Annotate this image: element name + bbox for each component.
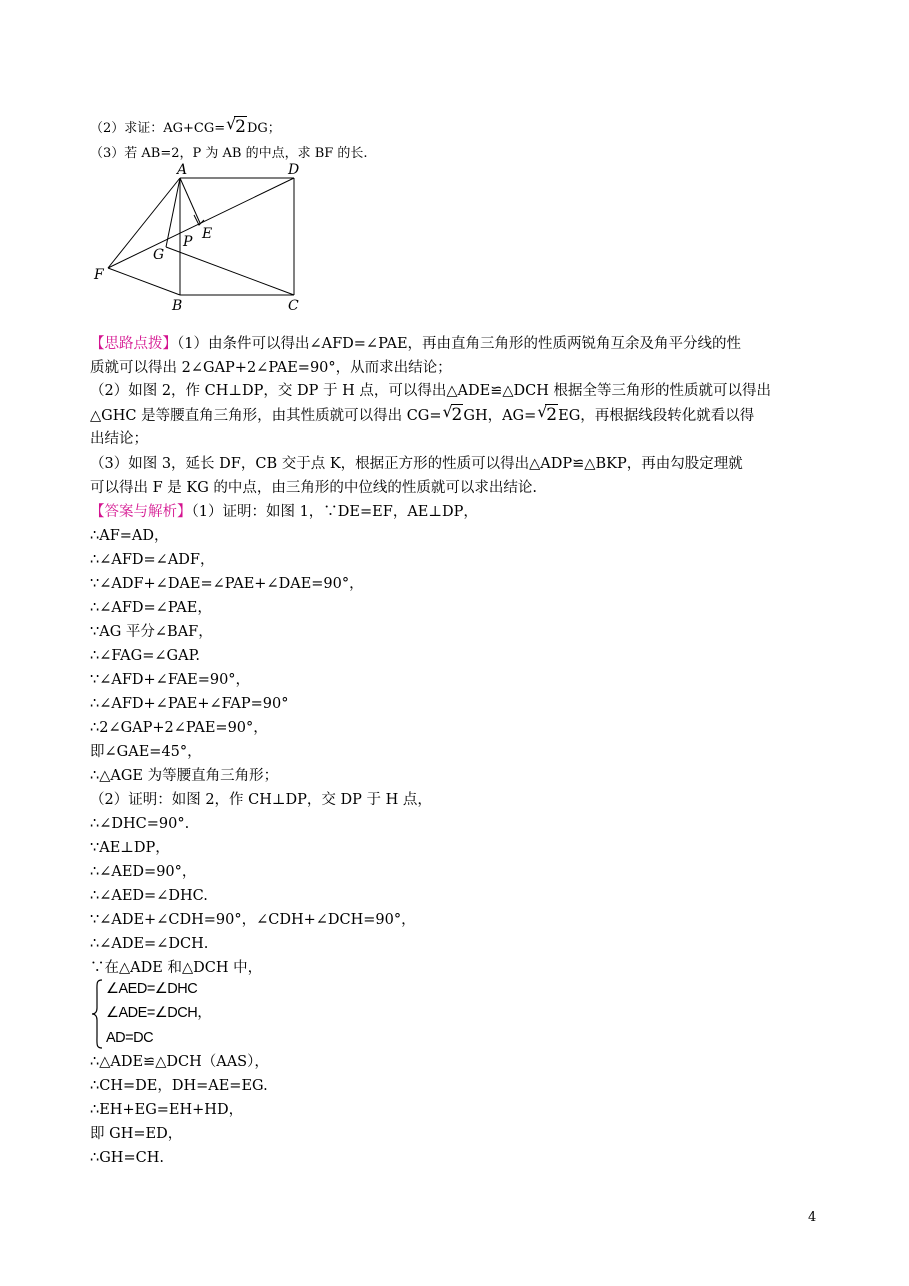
sqrt-symbol: √ 2: [537, 402, 558, 425]
hint-line-6: （3）如图 3，延长 DF，CB 交于点 K，根据正方形的性质可以得出△ADP≌△BKP，再由勾股定理就: [90, 456, 743, 472]
question-3: （3）若 AB=2，P 为 AB 的中点，求 BF 的长.: [90, 146, 368, 161]
hint-line-5: 出结论；: [90, 431, 148, 447]
hint-line-2: 质就可以得出 2∠GAP+2∠PAE=90°，从而求出结论；: [90, 360, 452, 376]
question-2: [90, 116, 281, 140]
label-D: D: [288, 162, 300, 178]
sqrt-value: 2: [451, 405, 463, 425]
hint-text-4b: GH，AG=: [463, 408, 537, 424]
proof-line: ∴∠AED=∠DHC.: [90, 888, 208, 904]
label-P: P: [183, 234, 193, 250]
label-A: A: [177, 162, 188, 178]
proof-line: ∴GH=CH.: [90, 1150, 164, 1166]
hint-text-4c: EG，再根据线段转化就看以得: [558, 408, 755, 424]
proof-line: 即∠GAE=45°，: [90, 744, 202, 760]
proof-line: ∵AE⊥DP，: [90, 840, 170, 856]
hint-line-7: 可以得出 F 是 KG 的中点，由三角形的中位线的性质就可以求出结论.: [90, 480, 538, 496]
answer-line-1: [90, 501, 478, 523]
system-brace: [90, 978, 104, 1050]
sqrt-symbol: √ 2: [442, 402, 463, 425]
proof-line: ∵AG 平分∠BAF，: [90, 624, 213, 640]
answer-title: 【答案与解析】: [90, 504, 192, 520]
proof-line: ∴EH+EG=EH+HD，: [90, 1102, 244, 1118]
proof-line: ∴∠AFD=∠PAE，: [90, 600, 212, 616]
label-C: C: [288, 298, 299, 314]
question-2-tail: DG；: [247, 121, 281, 136]
proof-line: ∴∠FAG=∠GAP.: [90, 648, 201, 664]
proof-line: ∵∠ADF+∠DAE=∠PAE+∠DAE=90°，: [90, 576, 364, 592]
label-F: F: [94, 267, 104, 283]
system-eq-1: ∠AED=∠DHC: [106, 981, 198, 997]
question-2-text: （2）求证：AG+CG=: [90, 121, 226, 136]
label-G: G: [153, 247, 165, 263]
sqrt-symbol: √ 2: [226, 114, 246, 137]
proof-line: （2）证明：如图 2，作 CH⊥DP，交 DP 于 H 点，: [90, 792, 432, 808]
proof-line: ∴CH=DE，DH=AE=EG.: [90, 1078, 268, 1094]
proof-line: ∴∠AFD=∠ADF，: [90, 552, 215, 568]
sqrt-value: 2: [235, 117, 246, 137]
system-eq-2: ∠ADE=∠DCH，: [106, 1005, 212, 1021]
proof-line: ∴∠AFD+∠PAE+∠FAP=90°: [90, 696, 289, 712]
proof-line: ∴2∠GAP+2∠PAE=90°，: [90, 720, 268, 736]
geometry-figure: [90, 160, 320, 320]
proof-line: ∴△AGE 为等腰直角三角形；: [90, 768, 279, 784]
geometry-figure-svg: [90, 160, 320, 320]
hint-title: 【思路点拨】: [90, 336, 177, 352]
proof-line: ∴∠AED=90°，: [90, 864, 197, 880]
proof-line: ∴∠ADE=∠DCH.: [90, 936, 209, 952]
proof-line: 即 GH=ED，: [90, 1126, 183, 1142]
proof-line: ∴AF=AD，: [90, 528, 169, 544]
hint-text-1: （1）由条件可以得出∠AFD=∠PAE，再由直角三角形的性质两锐角互余及角平分线的性: [177, 336, 742, 352]
proof-line: ∵∠AFD+∠FAE=90°，: [90, 672, 251, 688]
hint-line-4: [90, 404, 754, 427]
proof-line: ∴∠DHC=90°.: [90, 816, 190, 832]
system-eq-3: AD=DC: [106, 1030, 154, 1046]
label-E: E: [202, 226, 213, 242]
label-B: B: [172, 298, 183, 314]
proof-line: ∴△ADE≌△DCH（AAS），: [90, 1054, 269, 1070]
answer-first-text: （1）证明：如图 1，∵DE=EF，AE⊥DP，: [191, 504, 478, 520]
proof-line: ∵∠ADE+∠CDH=90°，∠CDH+∠DCH=90°，: [90, 912, 416, 928]
page-number: 4: [808, 1210, 817, 1225]
hint-text-4a: △GHC 是等腰直角三角形，由其性质就可以得出 CG=: [90, 408, 442, 424]
sqrt-value: 2: [546, 405, 558, 425]
proof-line: ∵在△ADE 和△DCH 中，: [90, 960, 263, 976]
hint-line-3: （2）如图 2，作 CH⊥DP，交 DP 于 H 点，可以得出△ADE≌△DCH 根据全等三角形的性质就可以得出: [90, 383, 771, 399]
hint-line-1: [90, 333, 741, 355]
